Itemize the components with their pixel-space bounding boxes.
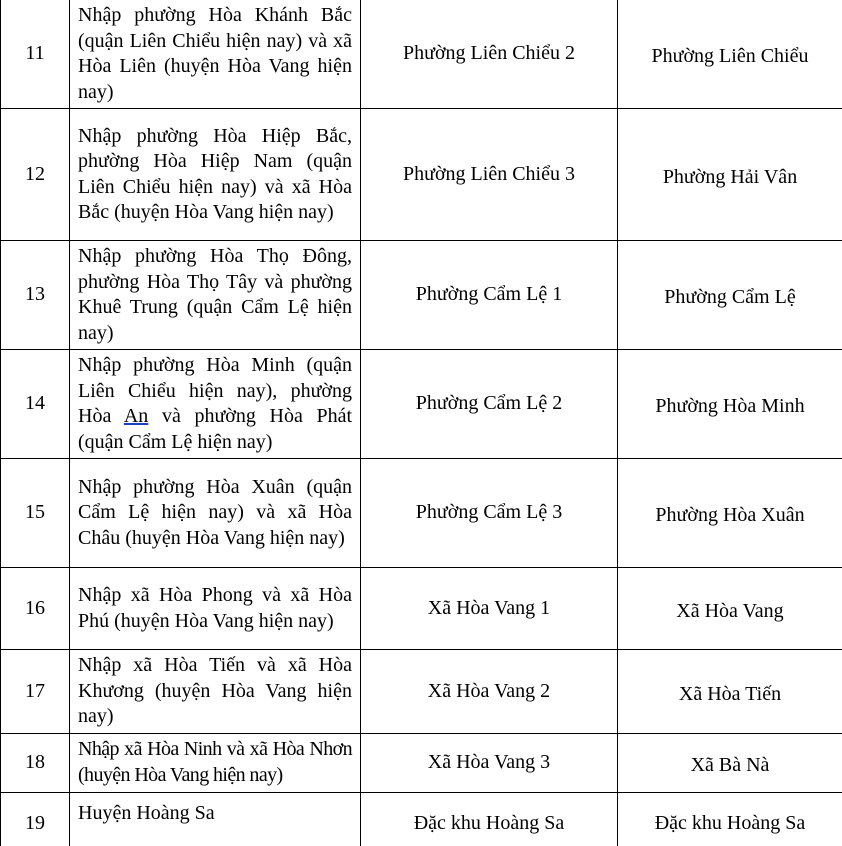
table-row xyxy=(1,0,842,109)
new-name xyxy=(618,650,842,734)
merger-description: Huyện Hoàng Sa xyxy=(70,792,361,846)
new-name-text: Đặc khu Hoàng Sa xyxy=(655,812,806,834)
new-name-text: Phường Hải Vân xyxy=(663,166,797,188)
provisional-name: Xã Hòa Vang 1 xyxy=(361,568,618,650)
table-row xyxy=(1,792,842,846)
provisional-name: Xã Hòa Vang 3 xyxy=(361,733,618,792)
provisional-name: Xã Hòa Vang 2 xyxy=(361,650,618,734)
merger-description: Nhập xã Hòa Ninh và xã Hòa Nhơn (huyện Hòa Vang hiện nay) xyxy=(70,733,361,792)
description-text-end: và phường Hòa Phát (quận Cẩm Lệ hiện nay) xyxy=(78,405,352,453)
merger-description: Nhập phường Hòa Khánh Bắc (quận Liên Chiểu hiện nay) và xã Hòa Liên (huyện Hòa Vang hiện nay) xyxy=(70,0,361,109)
row-number: 17 xyxy=(1,650,70,734)
new-name-text: Phường Hòa Minh xyxy=(655,395,804,417)
new-name xyxy=(618,350,842,459)
table-row xyxy=(1,650,842,734)
new-name xyxy=(618,733,842,792)
table-row xyxy=(1,241,842,350)
provisional-name: Phường Liên Chiểu 3 xyxy=(361,109,618,241)
merger-description: Nhập xã Hòa Phong và xã Hòa Phú (huyện Hòa Vang hiện nay) xyxy=(70,568,361,650)
row-number: 18 xyxy=(1,733,70,792)
row-number: 19 xyxy=(1,792,70,846)
table-row xyxy=(1,733,842,792)
underlined-word: An xyxy=(124,405,148,427)
new-name-text: Phường Hòa Xuân xyxy=(655,504,804,526)
new-name-text: Xã Hòa Tiến xyxy=(679,683,781,705)
description-text-start: Nhập phường Hòa Minh (quận Liên Chiểu hiện nay), phường Hòa xyxy=(78,354,352,427)
new-name-text: Xã Bà Nà xyxy=(691,754,770,776)
new-name xyxy=(618,0,842,109)
new-name xyxy=(618,109,842,241)
new-name xyxy=(618,568,842,650)
provisional-name: Phường Liên Chiểu 2 xyxy=(361,0,618,109)
merger-description xyxy=(70,350,361,459)
row-number: 11 xyxy=(1,0,70,109)
table-row xyxy=(1,459,842,568)
table-row xyxy=(1,568,842,650)
new-name xyxy=(618,792,842,846)
new-name xyxy=(618,241,842,350)
table-row xyxy=(1,350,842,459)
new-name-text: Phường Liên Chiểu xyxy=(652,45,809,67)
row-number: 13 xyxy=(1,241,70,350)
provisional-name: Phường Cẩm Lệ 2 xyxy=(361,350,618,459)
merger-description: Nhập phường Hòa Xuân (quận Cẩm Lệ hiện nay) và xã Hòa Châu (huyện Hòa Vang hiện nay) xyxy=(70,459,361,568)
table-row xyxy=(1,109,842,241)
provisional-name: Phường Cẩm Lệ 3 xyxy=(361,459,618,568)
row-number: 12 xyxy=(1,109,70,241)
merger-description: Nhập phường Hòa Thọ Đông, phường Hòa Thọ Tây và phường Khuê Trung (quận Cẩm Lệ hiện nay) xyxy=(70,241,361,350)
new-name-text: Phường Cẩm Lệ xyxy=(664,286,795,308)
new-name xyxy=(618,459,842,568)
provisional-name: Phường Cẩm Lệ 1 xyxy=(361,241,618,350)
provisional-name: Đặc khu Hoàng Sa xyxy=(361,792,618,846)
new-name-text: Xã Hòa Vang xyxy=(676,600,783,622)
row-number: 14 xyxy=(1,350,70,459)
merger-description: Nhập phường Hòa Hiệp Bắc, phường Hòa Hiệp Nam (quận Liên Chiểu hiện nay) và xã Hòa Bắc (huyện Hòa Vang hiện nay) xyxy=(70,109,361,241)
row-number: 16 xyxy=(1,568,70,650)
row-number: 15 xyxy=(1,459,70,568)
merger-description: Nhập xã Hòa Tiến và xã Hòa Khương (huyện Hòa Vang hiện nay) xyxy=(70,650,361,734)
